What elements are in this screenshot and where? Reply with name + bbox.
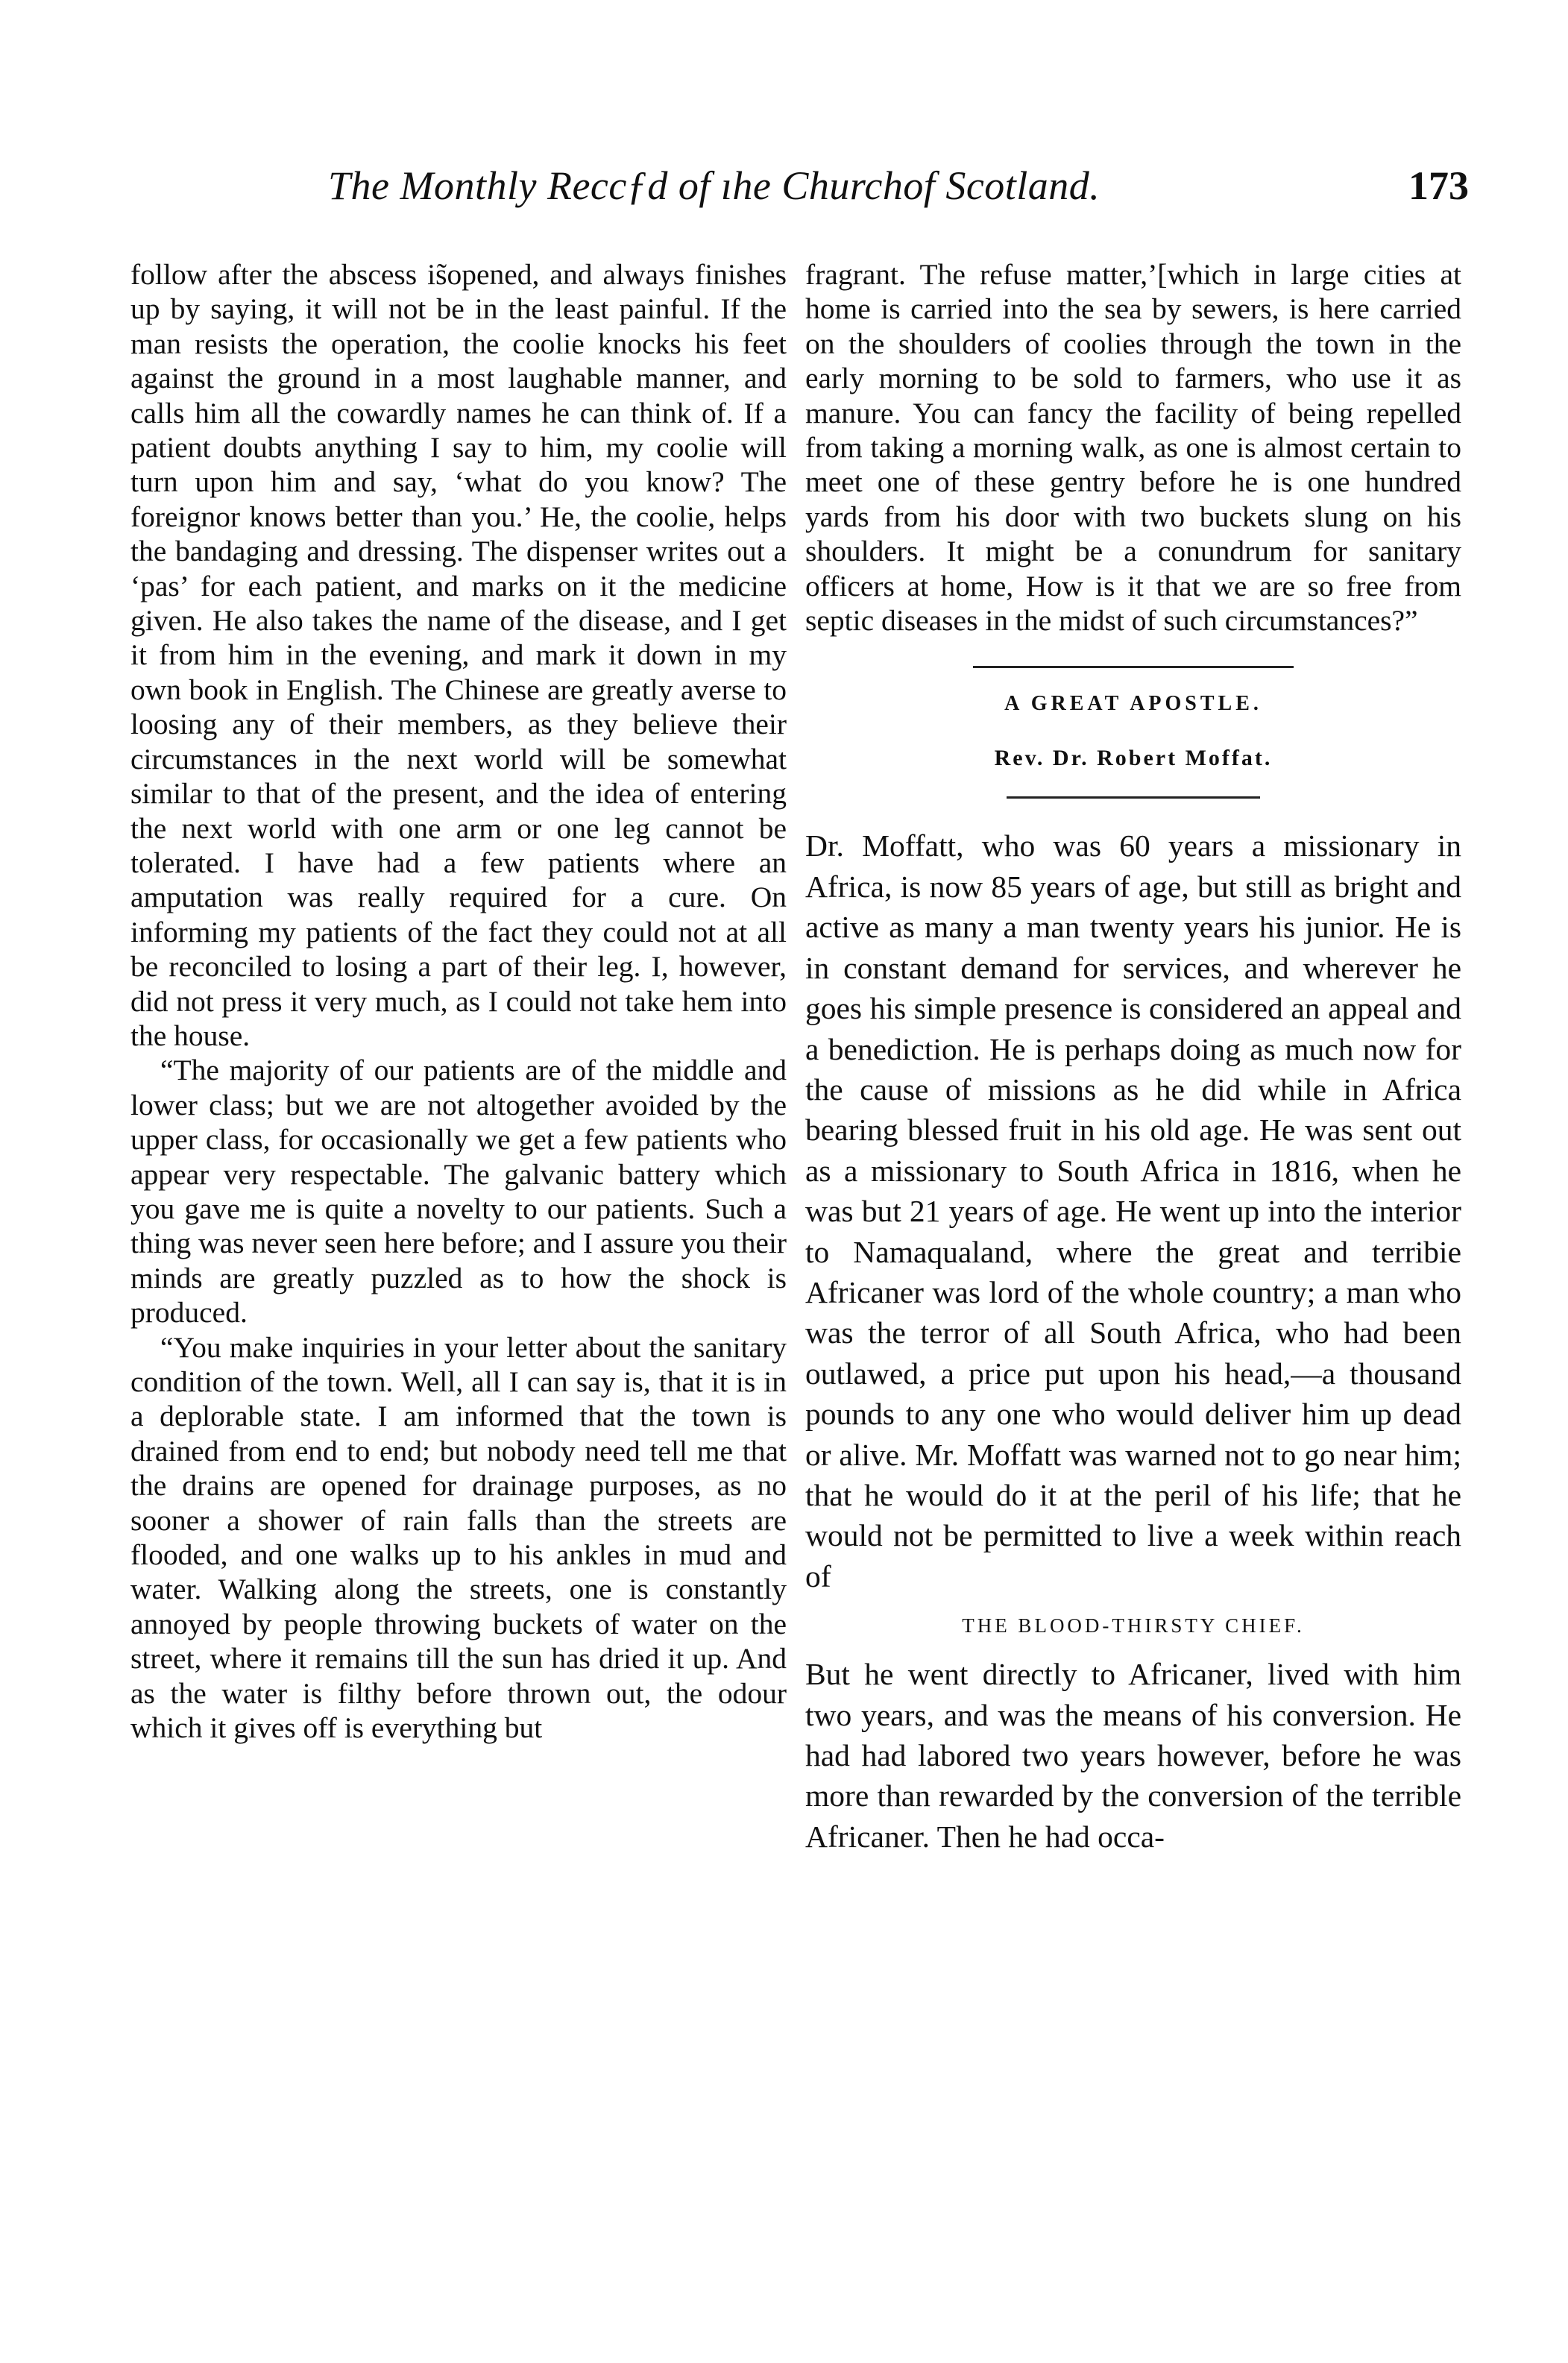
- body-paragraph: follow after the abscess is̃opened, and always finishes up by saying, it will not be in the least painful. If the man resists the operation, the coolie knocks his feet against the ground in a most laughable manner, and calls him all the cowardly names he can think of. If a patient doubts anything I say to him, my coolie will turn upon him and say, ‘what do you know? The foreignor knows better than you.’ He, the coolie, helps the bandaging and dressing. The dispenser writes out a ‘pas’ for each patient, and marks on it the medicine given. He also takes the name of the disease, and I get it from him in the evening, and mark it down in my own book in English. The Chinese are greatly averse to loosing any of their members, as they believe their circumstances in the next world will be somewhat similar to that of the present, and the idea of entering the next world with one arm or one leg cannot be tolerated. I have had a few patients where an amputation was really required for a cure. On informing my patients of the fact they could not at all be reconciled to losing a part of their leg. I, however, did not press it very much, as I could not take hem into the house.: [130, 258, 787, 1052]
- page-number: 173: [1408, 163, 1469, 208]
- sub-heading: THE BLOOD-THIRSTY CHIEF.: [962, 1614, 1305, 1637]
- byline-divider: [1007, 796, 1260, 799]
- left-column: [130, 257, 787, 1745]
- article-paragraph: Dr. Moffatt, who was 60 years a missionary in Africa, is now 85 years of age, but still as bright and active as many a man twenty years his junior. He is in constant demand for services, and wherever he goes his simple presence is considered an appeal and a benediction. He is perhaps doing as much now for the cause of missions as he did while in Africa bearing blessed fruit in his old age. He was sent out as a missionary to South Africa in 1816, when he was but 21 years of age. He went up into the interior to Namaqualand, where the great and terribie Africaner was lord of the whole country; a man who was the terror of all South Africa, who had been outlawed, a price put upon his head,—a thousand pounds to any one who would deliver him up dead or alive. Mr. Moffatt was warned not to go near him; that he would do it at the peril of his life; that he would not be permitted to live a week within reach of: [805, 828, 1461, 1593]
- body-paragraph: “You make inquiries in your letter about the sanitary condition of the town. Well, all I can say is, that it is in a deplorable state. I am informed that the town is drained from end to end; but nobody need tell me that the drains are opened for drainage purposes, as no sooner a shower of rain falls than the streets are flooded, and one walks up to his ankles in mud and water. Walking along the streets, one is constantly annoyed by people throwing buckets of water on the street, where it remains till the sun has dried it up. And as the water is filthy before thrown out, the odour which it gives off is everything but: [130, 1330, 787, 1745]
- section-divider: [973, 666, 1294, 668]
- article-byline: Rev. Dr. Robert Moffat.: [994, 746, 1273, 771]
- body-paragraph: “The majority of our patients are of the middle and lower class; but we are not altogether avoided by the upper class, for occasionally we get a few patients who appear very respectable. The galvanic battery which you gave me is quite a novelty to our patients. Such a thing was never seen here before; and I assure you their minds are greatly puzzled as to how the shock is produced.: [130, 1054, 787, 1330]
- article-paragraph: But he went directly to Africaner, lived with him two years, and was the means of his conversion. He had had labored two years however, before he was more than rewarded by the conversion of the terrible Africaner. Then he had occa-: [805, 1657, 1461, 1854]
- section-heading: A GREAT APOSTLE.: [1004, 692, 1262, 716]
- right-column: [805, 257, 1461, 1857]
- running-title: The Monthly Reccƒd of ıhe Churchof Scotland.: [328, 163, 1101, 208]
- body-paragraph: fragrant. The refuse matter,’[which in large cities at home is carried into the sea by sewers, is here carried on the shoulders of coolies through the town in the early morning to be sold to farmers, who use it as manure. You can fancy the facility of being repelled from taking a morning walk, as one is almost certain to meet one of these gentry before he is one hundred yards from his door with two buckets slung on his shoulders. It might be a conundrum for sanitary officers at home, How is it that we are so free from septic diseases in the midst of such circumstances?”: [805, 258, 1461, 638]
- running-header: [328, 163, 1491, 230]
